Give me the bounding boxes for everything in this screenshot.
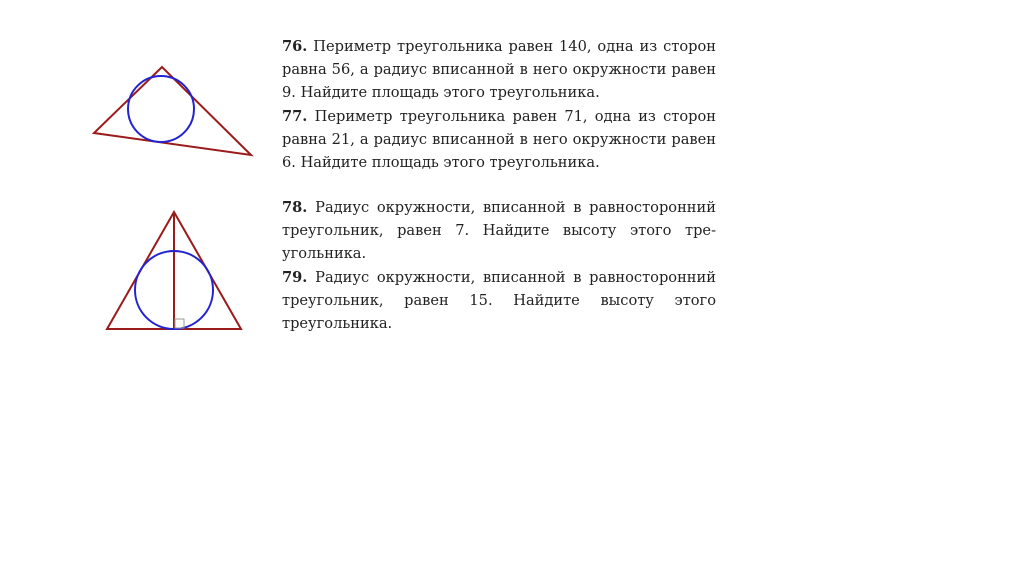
problem-text: Периметр треугольника равен 71, одна из сторон равна 21, а радиус вписанной в него окружности равен 6. Найдите площадь этого треугольника. (282, 108, 716, 171)
problem-number: 77. (282, 108, 308, 125)
problem-76 (282, 35, 716, 104)
triangle-incircle-figure (86, 60, 262, 164)
problem-number: 78. (282, 199, 308, 216)
problem-text: Периметр треугольника равен 140, одна из сторон равна 56, а радиус вписанной в него окружности равен 9. Найдите площадь этого треугольника. (282, 38, 716, 101)
inscribed-circle (128, 76, 194, 142)
problem-text: Радиус окружности, вписанной в равносторонний треугольник, равен 7. Найдите высоту этого треугольника. (282, 199, 716, 262)
equilateral-triangle-figure (100, 206, 248, 336)
problem-number: 76. (282, 38, 308, 55)
problem-text: Радиус окружности, вписанной в равносторонний треугольник, равен 15. Найдите высоту этого треугольника. (282, 269, 716, 332)
right-angle-mark (175, 319, 184, 328)
triangle-shape (94, 67, 251, 155)
problem-77 (282, 105, 716, 174)
problem-78 (282, 196, 716, 265)
problem-number: 79. (282, 269, 308, 286)
problem-79 (282, 266, 716, 335)
